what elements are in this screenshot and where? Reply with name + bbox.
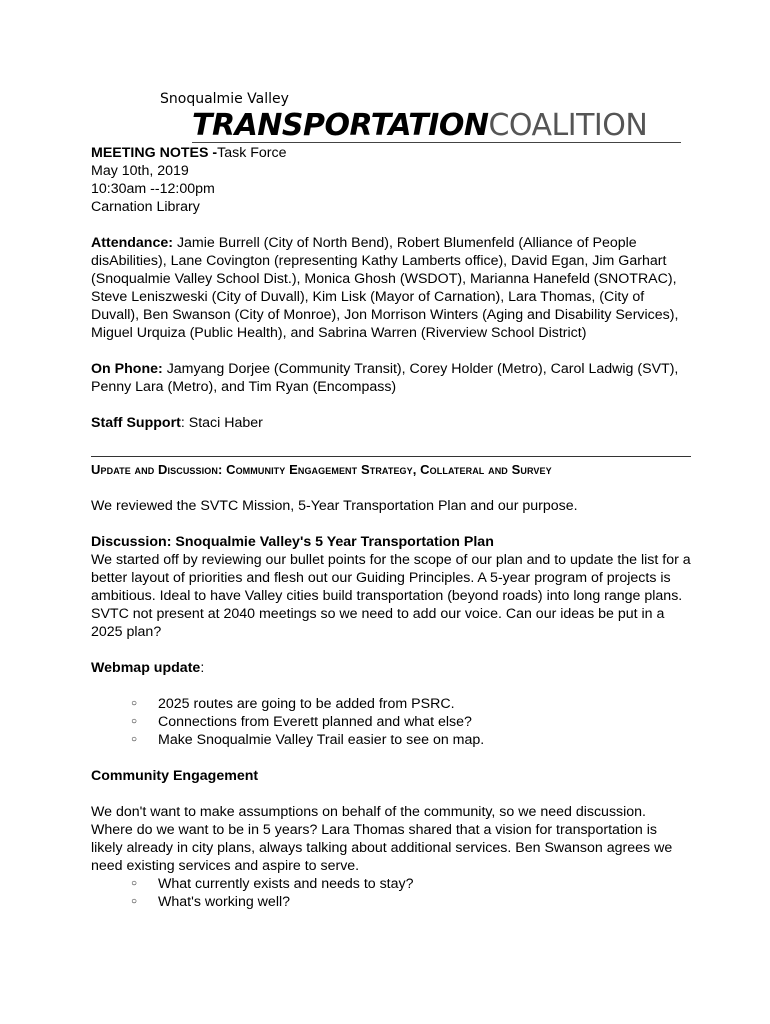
list-item-text: Connections from Everett planned and what else?	[158, 714, 472, 730]
section-divider	[91, 456, 691, 457]
bullet-circle-icon: ○	[131, 716, 138, 727]
webmap-colon: :	[200, 660, 205, 676]
logo-wordmark	[192, 108, 647, 144]
attendance-text: Jamie Burrell (City of North Bend), Robert Blumenfeld (Alliance of People disAbilities), Lane Covington (representing Kathy Lamberts office), David Egan, Jim Garhart (Snoqualmie Valley School Dist.), Monica Ghosh (WSDOT), Marianna Hanefeld (SNOTRAC), Steve Leniszweski (City of Duvall), Kim Lisk (Mayor of Carnation), Lara Thomas, (City of Duvall), Ben Swanson (City of Monroe), Jon Morrison Winters (Aging and Disability Services), Miguel Urquiza (Public Health), and Sabrina Warren (Riverview School District)	[91, 235, 679, 341]
list-item-text: What currently exists and needs to stay?	[158, 876, 414, 892]
community-list	[91, 875, 691, 911]
attendance-label: Attendance:	[91, 235, 173, 251]
bullet-circle-icon: ○	[131, 734, 138, 745]
on-phone-label: On Phone:	[91, 361, 163, 377]
webmap-label: Webmap update	[91, 660, 201, 676]
meeting-title-rest: Task Force	[217, 145, 287, 161]
meeting-notes-body	[91, 144, 691, 911]
bullet-circle-icon: ○	[131, 698, 138, 709]
section-heading: Update and Discussion: Community Engagement Strategy, Collateral and Survey	[91, 462, 552, 477]
list-item	[131, 875, 691, 893]
list-item-text: What's working well?	[158, 894, 291, 910]
discussion-text: We started off by reviewing our bullet points for the scope of our plan and to update the list for a better layout of priorities and flesh out our Guiding Principles. A 5-year program of projects is ambitious. Ideal to have Valley cities build transportation (beyond roads) into long range plans. SVTC not present at 2040 meetings so we need to add our voice. Can our ideas be put in a 2025 plan?	[91, 552, 691, 640]
discussion-heading: Discussion: Snoqualmie Valley's 5 Year Transportation Plan	[91, 534, 494, 550]
meeting-location: Carnation Library	[91, 199, 200, 215]
section-intro: We reviewed the SVTC Mission, 5-Year Transportation Plan and our purpose.	[91, 498, 578, 514]
logo-word-transportation: TRANSPORTATION	[192, 108, 489, 143]
list-item	[131, 695, 691, 713]
webmap-heading	[91, 659, 691, 677]
webmap-list	[91, 695, 691, 749]
list-item	[131, 893, 691, 911]
meeting-title	[91, 144, 691, 162]
logo-underline	[192, 142, 681, 143]
community-text: We don't want to make assumptions on behalf of the community, so we need discussion. Where do we want to be in 5 years? Lara Thomas shared that a vision for transportation is likely already in city plans, always talking about additional services. Ben Swanson agrees we need existing services and aspire to serve.	[91, 804, 673, 874]
meeting-time: 10:30am --12:00pm	[91, 181, 215, 197]
list-item-text: Make Snoqualmie Valley Trail easier to see on map.	[158, 732, 485, 748]
staff-support-paragraph	[91, 414, 691, 432]
bullet-circle-icon: ○	[131, 896, 138, 907]
list-item-text: 2025 routes are going to be added from PSRC.	[158, 696, 455, 712]
meeting-title-bold: MEETING NOTES -	[91, 145, 218, 161]
attendance-paragraph	[91, 234, 691, 342]
on-phone-text: Jamyang Dorjee (Community Transit), Corey Holder (Metro), Carol Ladwig (SVT), Penny Lara (Metro), and Tim Ryan (Encompass)	[91, 361, 679, 395]
logo-word-coalition: COALITION	[488, 108, 648, 143]
bullet-circle-icon: ○	[131, 878, 138, 889]
on-phone-paragraph	[91, 360, 691, 396]
staff-support-text: : Staci Haber	[180, 415, 263, 431]
list-item	[131, 731, 691, 749]
logo-subtitle: Snoqualmie Valley	[160, 91, 289, 107]
staff-support-label: Staff Support	[91, 415, 181, 431]
meeting-date: May 10th, 2019	[91, 163, 189, 179]
community-heading: Community Engagement	[91, 768, 259, 784]
list-item	[131, 713, 691, 731]
